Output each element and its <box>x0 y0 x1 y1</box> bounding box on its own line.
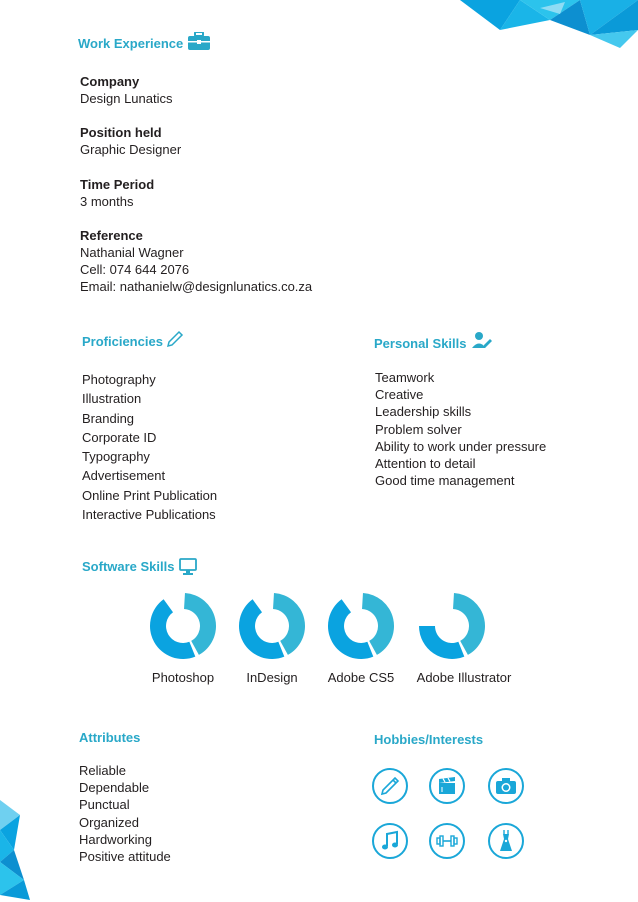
position-value: Graphic Designer <box>80 142 182 157</box>
company-label: Company <box>80 74 140 89</box>
reference-cell: Cell: 074 644 2076 <box>80 262 190 277</box>
software-label-photoshop: Photoshop <box>151 670 215 685</box>
reference-name: Nathanial Wagner <box>80 245 184 260</box>
hobby-camera-icon <box>488 768 524 804</box>
list-item: Good time management <box>375 473 515 489</box>
software-label-adobe-illustrator: Adobe Illustrator <box>416 670 512 685</box>
attributes-heading: Attributes <box>79 730 141 745</box>
list-item: Punctual <box>79 797 130 813</box>
work-experience-heading: Work Experience <box>78 36 184 51</box>
donut-adobe-illustrator <box>419 593 485 659</box>
proficiencies-heading: Proficiencies <box>82 334 163 349</box>
hobby-pencil-icon <box>372 768 408 804</box>
person-edit-icon <box>472 331 492 349</box>
hobbies-heading: Hobbies/Interests <box>374 732 484 747</box>
hobby-dress-icon <box>488 823 524 859</box>
donut-adobe-cs5 <box>328 593 394 659</box>
list-item: Reliable <box>79 763 126 778</box>
list-item: Teamwork <box>375 370 435 385</box>
list-item: Illustration <box>82 391 142 407</box>
position-label: Position held <box>80 125 162 140</box>
list-item: Positive attitude <box>79 848 171 864</box>
briefcase-icon <box>188 32 210 50</box>
reference-label: Reference <box>80 228 143 243</box>
monitor-icon <box>179 558 197 575</box>
software-label-adobe-cs5: Adobe CS5 <box>327 670 395 685</box>
list-item: Attention to detail <box>375 455 476 471</box>
decorative-polygons-left <box>0 800 34 902</box>
period-label: Time Period <box>80 177 155 192</box>
hobby-music-note-icon <box>372 823 408 859</box>
list-item: Interactive Publications <box>82 507 216 523</box>
personal-skills-list <box>375 370 546 490</box>
list-item: Ability to work under pressure <box>375 438 547 454</box>
donut-segment-dark <box>419 626 464 659</box>
list-item: Branding <box>82 410 135 426</box>
software-label-indesign: InDesign <box>246 670 298 685</box>
list-item: Corporate ID <box>82 429 157 445</box>
hobby-dumbbell-icon <box>429 823 465 859</box>
reference-email: Email: nathanielw@designlunatics.co.za <box>80 279 313 294</box>
list-item: Problem solver <box>375 421 462 437</box>
software-skill-donuts <box>0 590 638 670</box>
personal-skills-heading: Personal Skills <box>374 336 467 351</box>
donut-indesign <box>239 593 305 659</box>
list-item: Creative <box>375 387 424 403</box>
decorative-polygons-top-right <box>440 0 638 60</box>
software-skills-heading: Software Skills <box>82 559 175 574</box>
list-item: Dependable <box>79 780 150 796</box>
proficiencies-list <box>82 372 217 526</box>
list-item: Photography <box>82 372 156 387</box>
list-item: Hardworking <box>79 831 152 847</box>
list-item: Advertisement <box>82 468 166 484</box>
list-item: Typography <box>82 449 150 465</box>
attributes-list <box>79 763 171 866</box>
list-item: Organized <box>79 814 139 830</box>
list-item: Leadership skills <box>375 404 472 420</box>
hobby-clapperboard-icon <box>429 768 465 804</box>
pencil-icon <box>166 330 184 348</box>
company-value: Design Lunatics <box>80 91 173 106</box>
donut-photoshop <box>150 593 216 659</box>
period-value: 3 months <box>80 194 134 209</box>
list-item: Online Print Publication <box>82 487 218 503</box>
